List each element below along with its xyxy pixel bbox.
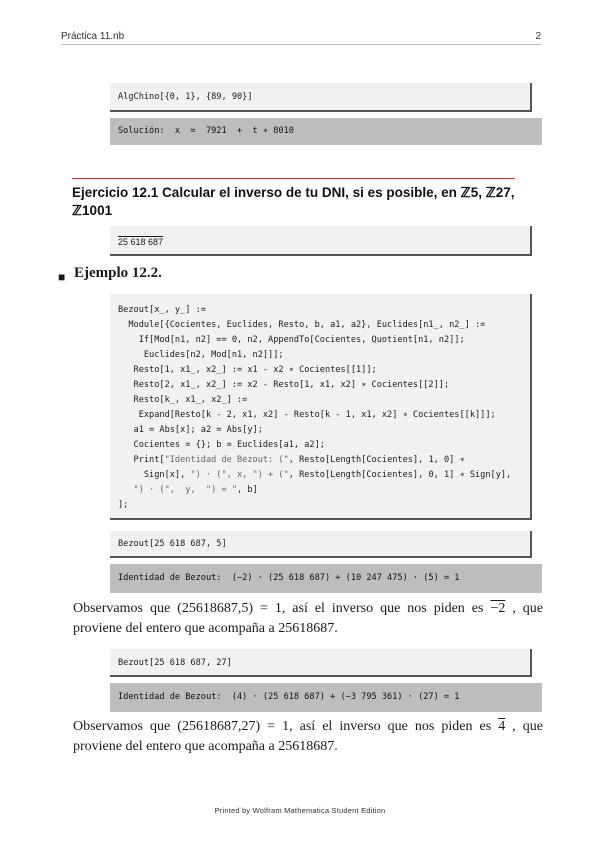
code-line-7: Resto[k_, x1_, x2_] := [118, 395, 248, 405]
example-bullet-icon: ■ [58, 270, 66, 284]
bezout-call-2-cell[interactable] [110, 649, 532, 677]
code-line-12-c: , Resto[Length[Cocientes], 0, 1] ∗ Sign[y], [288, 470, 512, 480]
code-line-11 [118, 455, 465, 465]
code-line-4: Euclides[n2, Mod[n1, n2]]]; [118, 350, 284, 360]
exercise-title: Ejercicio 12.1 Calcular el inverso de tu DNI, si es posible, en ℤ5, ℤ27, ℤ1001 [72, 185, 515, 218]
algchino-output-text: Solución: x = 7921 + t ∗ 8010 [118, 126, 294, 136]
observation-paragraph-2 [73, 717, 543, 757]
page-number: 2 [535, 31, 541, 42]
bezout-call-1-text: Bezout[25 618 687, 5] [118, 539, 227, 549]
code-line-13 [118, 485, 258, 495]
algchino-output-cell [110, 118, 542, 145]
code-line-13-a [118, 485, 134, 495]
dni-input-text: 25 618 687 [118, 237, 164, 247]
paragraph-1-text-a: Observamos que (25618687,5) = 1, así el inverso que nos piden es [73, 601, 491, 616]
print-footer: Printed by Wolfram Mathematica Student Edition [214, 806, 386, 815]
code-line-12 [118, 470, 511, 480]
code-line-9: a1 = Abs[x]; a2 = Abs[y]; [118, 425, 263, 435]
code-line-11-string: "Identidad de Bezout: (" [164, 455, 289, 465]
code-line-5: Resto[1, x1_, x2_] := x1 - x2 ∗ Cocientes[[1]]; [118, 365, 377, 375]
code-line-13-string: ") · (", y, ") = " [133, 485, 238, 495]
code-line-14: ]; [118, 500, 129, 510]
observation-paragraph-1 [73, 599, 543, 639]
code-line-12-string: ") · (", x, ") + (" [190, 470, 289, 480]
code-line-10: Cocientes = {}; b = Euclides[a1, a2]; [118, 440, 325, 450]
algchino-input-text: AlgChino[{0, 1}, {89, 90}] [118, 92, 253, 102]
code-line-3: If[Mod[n1, n2] == 0, n2, AppendTo[Cocientes, Quotient[n1, n2]]; [118, 335, 465, 345]
bezout-output-2-text: Identidad de Bezout: (4) · (25 618 687) + (−3 795 361) · (27) = 1 [118, 692, 460, 702]
code-line-13-c: , b] [237, 485, 258, 495]
paragraph-1-inverse: −2 [490, 601, 506, 616]
dni-input-cell[interactable] [110, 226, 532, 256]
bezout-output-1-cell [110, 564, 542, 593]
code-line-2: Module[{Cocientes, Euclides, Resto, b, a1, a2}, Euclides[n1_, n2_] := [118, 320, 486, 330]
code-line-11-a: Print[ [118, 455, 165, 465]
paragraph-2-text-a: Observamos que (25618687,27) = 1, así el inverso que nos piden es [73, 719, 499, 734]
paragraph-2-text-b: , que proviene del entero que acompaña a 25618687. [73, 719, 543, 754]
code-line-1: Bezout[x_, y_] := [118, 305, 206, 315]
bezout-definition-cell[interactable] [110, 294, 532, 520]
code-line-12-a: Sign[x], [118, 470, 191, 480]
code-line-11-c: , Resto[Length[Cocientes], 1, 0] ∗ [288, 455, 465, 465]
algchino-input-cell[interactable] [110, 83, 532, 112]
bezout-call-1-cell[interactable] [110, 531, 532, 558]
code-line-8: Expand[Resto[k - 2, x1, x2] - Resto[k - 1, x1, x2] ∗ Cocientes[[k]]]; [118, 410, 496, 420]
bezout-output-1-text: Identidad de Bezout: (−2) · (25 618 687) + (10 247 475) · (5) = 1 [118, 573, 460, 583]
bezout-output-2-cell [110, 683, 542, 712]
bezout-call-2-text: Bezout[25 618 687, 27] [118, 658, 232, 668]
section-divider [72, 178, 515, 179]
header-divider [61, 44, 541, 45]
notebook-title: Práctica 11.nb [61, 31, 125, 42]
paragraph-2-inverse: 4 [498, 719, 506, 734]
paragraph-1-text-b: , que proviene del entero que acompaña a 25618687. [73, 601, 544, 636]
code-line-6: Resto[2, x1_, x2_] := x2 - Resto[1, x1, x2] ∗ Cocientes[[2]]; [118, 380, 450, 390]
example-title: Ejemplo 12.2. [74, 265, 162, 281]
